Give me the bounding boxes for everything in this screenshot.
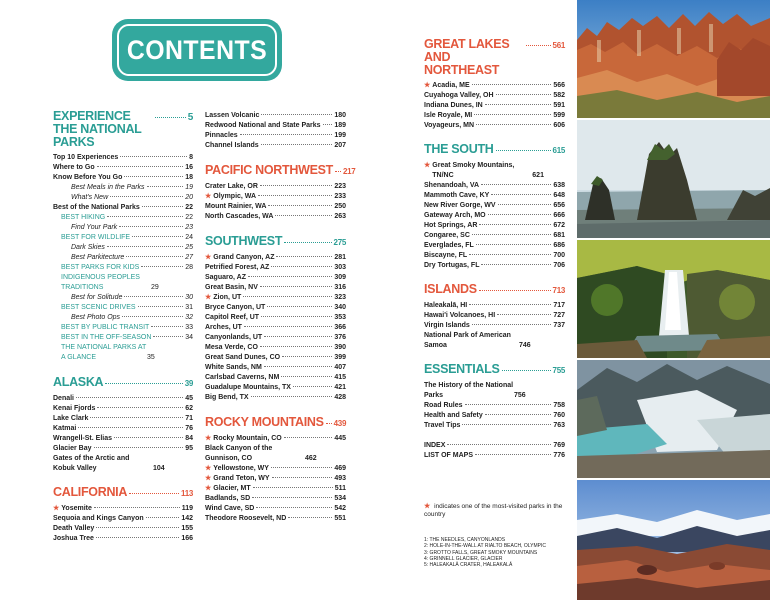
credit-line: 1: THE NEEDLES, CANYONLANDS <box>424 537 506 543</box>
toc-entry[interactable]: Crater Lake, OR 223 <box>205 183 346 190</box>
toc-entry[interactable]: ★ Yosemite 119 <box>53 505 193 512</box>
toc-entry[interactable]: Capitol Reef, UT 353 <box>205 314 346 321</box>
section-islands[interactable]: ISLANDS 713 <box>424 282 565 296</box>
toc-entry[interactable]: Sequoia and Kings Canyon 142 <box>53 515 193 522</box>
toc-entry[interactable]: Travel Tips 763 <box>424 422 565 429</box>
toc-entry[interactable]: ★ Yellowstone, WY 469 <box>205 465 346 472</box>
credit-line: 3: GROTTO FALLS, GREAT SMOKY MOUNTAINS <box>424 549 538 556</box>
toc-subentry[interactable]: Find Your Park 23 <box>71 224 193 231</box>
toc-entry[interactable]: Road Rules 758 <box>424 402 565 409</box>
section-rocky-mountains[interactable]: ROCKY MOUNTAINS 439 <box>205 415 347 429</box>
toc-entry[interactable]: The History of the National Parks 756 <box>424 382 526 399</box>
star-icon: ★ <box>205 254 212 261</box>
toc-entry[interactable]: Katmai 76 <box>53 425 193 432</box>
toc-entry[interactable]: Gateway Arch, MO 666 <box>424 212 565 219</box>
section-page: 5 <box>187 112 193 123</box>
toc-entry[interactable]: Where to Go 16 <box>53 164 193 171</box>
toc-subentry[interactable]: Dark Skies 25 <box>71 244 193 251</box>
toc-entry[interactable]: Hot Springs, AR 672 <box>424 222 565 229</box>
star-icon: ★ <box>424 82 431 89</box>
toc-subentry[interactable]: Best for Solitude 30 <box>71 294 193 301</box>
photo-haleakala-crater <box>577 480 770 600</box>
toc-entry[interactable]: ★ Zion, UT 323 <box>205 294 346 301</box>
toc-entry[interactable]: National Park of American Samoa 746 <box>424 332 531 349</box>
toc-entry[interactable]: Pinnacles 199 <box>205 132 346 139</box>
toc-entry[interactable]: Joshua Tree 166 <box>53 535 193 542</box>
toc-entry[interactable]: Virgin Islands 737 <box>424 322 565 329</box>
section-pacific-northwest[interactable]: PACIFIC NORTHWEST 217 <box>205 163 356 177</box>
toc-entry[interactable]: Petrified Forest, AZ 303 <box>205 264 346 271</box>
star-legend <box>424 503 569 519</box>
credit-line: 4: GRINNELL GLACIER, GLACIER <box>424 555 503 562</box>
toc-entry[interactable]: Saguaro, AZ 309 <box>205 274 346 281</box>
toc-entry[interactable]: Voyageurs, MN 606 <box>424 122 565 129</box>
toc-feature[interactable]: BEST HIKING 22 <box>61 214 193 221</box>
toc-entry[interactable]: ★ Grand Teton, WY 493 <box>205 475 346 482</box>
toc-entry[interactable]: Shenandoah, VA 638 <box>424 182 565 189</box>
toc-entry[interactable]: Everglades, FL 686 <box>424 242 565 249</box>
legend-text: indicates one of the most-visited parks in the country <box>424 503 563 518</box>
toc-entry[interactable]: Best of the National Parks 22 <box>53 204 193 211</box>
photo-credits <box>424 537 574 568</box>
toc-column-3 <box>424 38 565 461</box>
toc-subentry[interactable]: Best Meals in the Parks 19 <box>71 184 193 191</box>
toc-column-1 <box>53 110 193 544</box>
star-icon: ★ <box>424 503 431 510</box>
star-icon: ★ <box>53 505 60 512</box>
toc-feature[interactable]: THE NATIONAL PARKS AT A GLANCE 35 <box>61 344 155 361</box>
toc-entry[interactable]: Great Sand Dunes, CO 399 <box>205 354 346 361</box>
photo-grinnell-glacier <box>577 360 770 478</box>
toc-feature[interactable]: INDIGENOUS PEOPLES TRADITIONS 29 <box>61 274 159 291</box>
toc-entry[interactable]: ★ Olympic, WA 233 <box>205 193 346 200</box>
toc-entry[interactable]: Cuyahoga Valley, OH 582 <box>424 92 565 99</box>
toc-entry[interactable]: Wind Cave, SD 542 <box>205 505 346 512</box>
toc-entry[interactable]: Big Bend, TX 428 <box>205 394 346 401</box>
toc-entry[interactable]: Theodore Roosevelt, ND 551 <box>205 515 346 522</box>
toc-entry[interactable]: Hawai'i Volcanoes, HI 727 <box>424 312 565 319</box>
toc-entry[interactable]: Wrangell-St. Elias 84 <box>53 435 193 442</box>
toc-entry[interactable]: Great Basin, NV 316 <box>205 284 346 291</box>
toc-entry[interactable]: Know Before You Go 18 <box>53 174 193 181</box>
photo-strip <box>577 0 770 600</box>
toc-entry[interactable]: Arches, UT 366 <box>205 324 346 331</box>
toc-entry[interactable]: Isle Royale, MI 599 <box>424 112 565 119</box>
star-icon: ★ <box>205 294 212 301</box>
toc-feature[interactable]: BEST BY PUBLIC TRANSIT 33 <box>61 324 193 331</box>
toc-entry[interactable]: Black Canyon of the Gunnison, CO 462 <box>205 445 317 462</box>
toc-entry[interactable]: Badlands, SD 534 <box>205 495 346 502</box>
toc-entry[interactable]: Lake Clark 71 <box>53 415 193 422</box>
photo-rialto-beach <box>577 120 770 238</box>
toc-entry-index[interactable]: INDEX 769 <box>424 442 565 449</box>
toc-entry[interactable]: ★ Rocky Mountain, CO 445 <box>205 435 346 442</box>
star-icon: ★ <box>205 193 212 200</box>
toc-entry[interactable]: Denali 45 <box>53 395 193 402</box>
section-alaska[interactable]: ALASKA 39 <box>53 375 193 389</box>
toc-entry[interactable]: Dry Tortugas, FL 706 <box>424 262 565 269</box>
toc-feature[interactable]: BEST PARKS FOR KIDS 28 <box>61 264 193 271</box>
toc-entry[interactable]: Canyonlands, UT 376 <box>205 334 346 341</box>
toc-entry[interactable]: Top 10 Experiences 8 <box>53 154 193 161</box>
credit-line: 5: HALEAKALĀ CRATER, HALEAKALĀ <box>424 562 513 569</box>
toc-entry[interactable]: Channel Islands 207 <box>205 142 346 149</box>
contents-title: CONTENTS <box>126 34 268 65</box>
section-great-lakes[interactable]: GREAT LAKES AND NORTHEAST 561 <box>424 37 565 77</box>
toc-entry[interactable]: Indiana Dunes, IN 591 <box>424 102 565 109</box>
star-icon: ★ <box>205 475 212 482</box>
photo-grotto-falls <box>577 240 770 358</box>
toc-entry[interactable]: ★ Grand Canyon, AZ 281 <box>205 254 346 261</box>
leader-dots <box>155 117 186 118</box>
toc-entry[interactable]: ★ Great Smoky Mountains, TN/NC 621 <box>424 162 544 179</box>
toc-entry[interactable]: Redwood National and State Parks 189 <box>205 122 346 129</box>
credit-line: 2: HOLE-IN-THE-WALL AT RIALTO BEACH, OLYMPIC <box>424 543 546 550</box>
star-icon: ★ <box>424 162 431 169</box>
section-essentials[interactable]: ESSENTIALS 755 <box>424 362 565 376</box>
toc-entry[interactable]: Kenai Fjords 62 <box>53 405 193 412</box>
star-icon: ★ <box>205 485 212 492</box>
toc-entry[interactable]: Death Valley 155 <box>53 525 193 532</box>
toc-entry[interactable]: Carlsbad Caverns, NM 415 <box>205 374 346 381</box>
toc-entry[interactable]: White Sands, NM 407 <box>205 364 346 371</box>
toc-entry[interactable]: Health and Safety 760 <box>424 412 565 419</box>
toc-entry[interactable]: Mammoth Cave, KY 648 <box>424 192 565 199</box>
toc-subentry[interactable]: Best Parkitecture 27 <box>71 254 193 261</box>
toc-subentry[interactable]: What's New 20 <box>71 194 193 201</box>
toc-entry[interactable]: ★ Acadia, ME 566 <box>424 82 565 89</box>
section-the-south[interactable]: THE SOUTH 615 <box>424 142 565 156</box>
toc-feature[interactable]: BEST FOR WILDLIFE 24 <box>61 234 193 241</box>
toc-feature[interactable]: BEST SCENIC DRIVES 31 <box>61 304 193 311</box>
star-icon: ★ <box>205 435 212 442</box>
toc-entry[interactable]: Bryce Canyon, UT 340 <box>205 304 346 311</box>
section-title: EXPERIENCE THE NATIONAL PARKS <box>53 109 142 149</box>
toc-entry[interactable]: North Cascades, WA 263 <box>205 213 346 220</box>
toc-entry[interactable]: Congaree, SC 681 <box>424 232 565 239</box>
toc-entry[interactable]: Guadalupe Mountains, TX 421 <box>205 384 346 391</box>
toc-entry[interactable]: Mount Rainier, WA 250 <box>205 203 346 210</box>
toc-feature[interactable]: BEST IN THE OFF-SEASON 34 <box>61 334 193 341</box>
toc-subentry[interactable]: Best Photo Ops 32 <box>71 314 193 321</box>
toc-entry[interactable]: Glacier Bay 95 <box>53 445 193 452</box>
toc-entry[interactable]: Mesa Verde, CO 390 <box>205 344 346 351</box>
toc-entry[interactable]: Lassen Volcanic 180 <box>205 112 346 119</box>
star-icon: ★ <box>205 465 212 472</box>
contents-badge <box>112 19 282 81</box>
section-southwest[interactable]: SOUTHWEST 275 <box>205 234 346 248</box>
toc-entry-maps[interactable]: LIST OF MAPS 776 <box>424 452 565 459</box>
photo-canyonlands <box>577 0 770 118</box>
toc-entry[interactable]: Gates of the Arctic and Kobuk Valley 104 <box>53 455 165 472</box>
section-california[interactable]: CALIFORNIA 113 <box>53 485 193 499</box>
toc-entry[interactable]: New River Gorge, WV 656 <box>424 202 565 209</box>
toc-entry[interactable]: ★ Glacier, MT 511 <box>205 485 346 492</box>
toc-column-2 <box>205 111 356 524</box>
toc-entry[interactable]: Biscayne, FL 700 <box>424 252 565 259</box>
section-experience[interactable] <box>53 110 193 149</box>
toc-entry[interactable]: Haleakalā, HI 717 <box>424 302 565 309</box>
